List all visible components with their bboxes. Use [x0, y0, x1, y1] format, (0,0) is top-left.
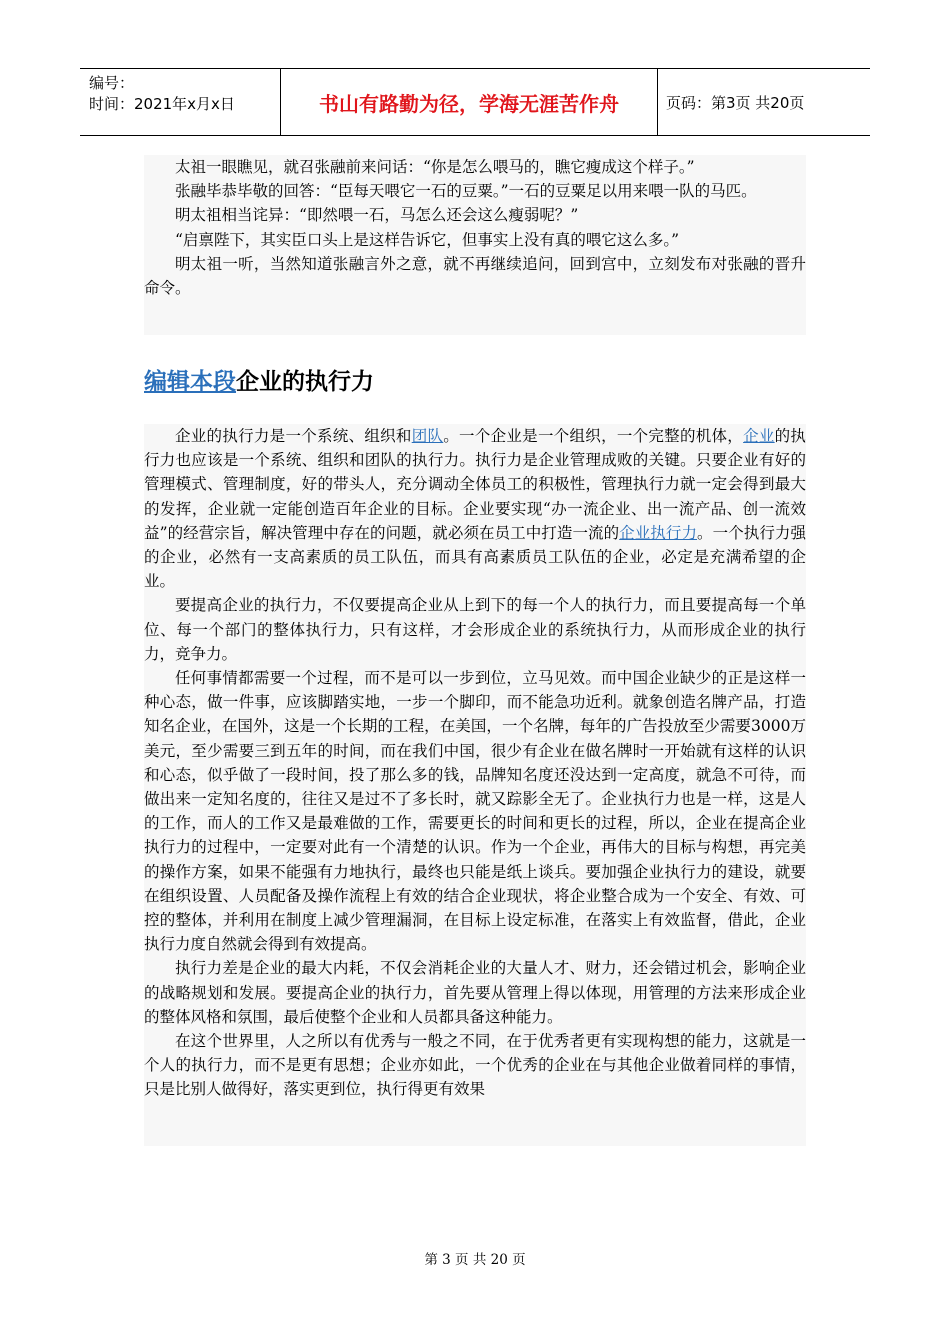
section-heading: [144, 363, 374, 396]
body-paragraph: 任何事情都需要一个过程，而不是可以一步到位，立马见效。而中国企业缺少的正是这样一种心态，做一件事，应该脚踏实地，一步一个脚印，而不能急功近利。就象创造名牌产品，打造知名企业，在国外，这是一个长期的工程，在美国，一个名牌，每年的广告投放至少需要3000万美元，至少需要三到五年的时间，而在我们中国，很少有企业在做名牌时一开始就有这样的认识和心态，似乎做了一段时间，投了那么多的钱，品牌知名度还没达到一定高度，就急不可待，而做出来一定知名度的，往往又是过不了多长时，就又踪影全无了。企业执行力也是一样，这是人的工作，而人的工作又是最难做的工作，需要更长的时间和更长的过程，所以，企业在提高企业执行力的过程中，一定要对此有一个清楚的认识。作为一个企业，再伟大的目标与构想，再完美的操作方案，如果不能强有力地执行，最终也只能是纸上谈兵。要加强企业执行力的建设，就要在组织设置、人员配备及操作流程上有效的结合企业现状，将企业整合成为一个安全、有效、可控的整体，并利用在制度上减少管理漏洞，在目标上设定标准，在落实上有效监督，借此，企业执行力度自然就会得到有效提高。: [144, 669, 806, 954]
story-paragraph: “启禀陛下，其实臣口头上是这样告诉它，但事实上没有真的喂它这么多。”: [175, 230, 680, 249]
time-label: 时间：2021年x月x日: [89, 95, 235, 113]
link-enterprise-execution[interactable]: 企业执行力: [619, 523, 698, 542]
story-text: [144, 155, 806, 300]
body-paragraph: 要提高企业的执行力，不仅要提高企业从上到下的每一个人的执行力，而且要提高每一个单位、每一个部门的整体执行力，只有这样，才会形成企业的系统执行力，从而形成企业的执行力，竞争力。: [144, 596, 806, 663]
header-motto: 书山有路勤为径，学海无涯苦作舟: [281, 69, 658, 135]
story-paragraph: 太祖一眼瞧见，就召张融前来问话：“你是怎么喂马的，瞧它瘦成这个样子。”: [175, 158, 695, 176]
body-paragraph: 执行力差是企业的最大内耗，不仅会消耗企业的大量人才、财力，还会错过机会，影响企业的战略规划和发展。要提高企业的执行力，首先要从管理上得以体现，用管理的方法来形成企业的整体风格和氛围，最后使整个企业和人员都具备这种能力。: [144, 959, 806, 1026]
body-paragraph: 在这个世界里，人之所以有优秀与一般之不同，在于优秀者更有实现构想的能力，这就是一个人的执行力，而不是更有思想；企业亦如此，一个优秀的企业在与其他企业做着同样的事情，只是比别人做得好，落实更到位，执行得更有效果: [144, 1032, 806, 1099]
story-paragraph: 张融毕恭毕敬的回答：“臣每天喂它一石的豆粟。”一石的豆粟足以用来喂一队的马匹。: [175, 182, 757, 201]
text-run: 。一个企业是一个组织，一个完整的机体，: [443, 427, 744, 445]
link-enterprise[interactable]: 企业: [743, 427, 775, 445]
document-header: [80, 68, 870, 136]
link-team[interactable]: 团队: [411, 427, 444, 445]
header-page-info: 页码：第3页 共20页: [666, 93, 805, 112]
text-run: 的执行力也应该是一个系统、组织和团队的执行力。执行力是企业管理成败的关键。只要企业有好的管理模式、管理制度，好的带头人，充分调动全体员工的积极性，管理执行力就一定会得到最大的发挥，企业就一定能创造百年企业的目标。企业要实现“办一流企业、出一流产品、创一流效益”的经营宗旨，解决管理中存在的问题，就必须在员工中打造一流的: [144, 427, 806, 542]
number-label: 编号：: [89, 74, 135, 92]
header-meta: [80, 69, 281, 135]
section-title: 企业的执行力: [236, 369, 374, 395]
section-body: [144, 424, 806, 1102]
edit-section-link[interactable]: 编辑本段: [144, 369, 236, 395]
text-run: 。一个执行力强的企业，必然有一支高素质的员工队伍，而具有高素质员工队伍的企业，必定是充满希望的企业。: [144, 523, 806, 591]
story-paragraph: 明太祖相当诧异：“即然喂一石，马怎么还会这么瘦弱呢？”: [175, 206, 579, 225]
story-paragraph: 明太祖一听，当然知道张融言外之意，就不再继续追问，回到宫中，立刻发布对张融的晋升命令。: [144, 254, 806, 298]
page-footer: 第 3 页 共 20 页: [424, 1252, 526, 1268]
body-paragraph: [144, 424, 806, 593]
text-run: 企业的执行力是一个系统、组织和: [175, 427, 412, 445]
